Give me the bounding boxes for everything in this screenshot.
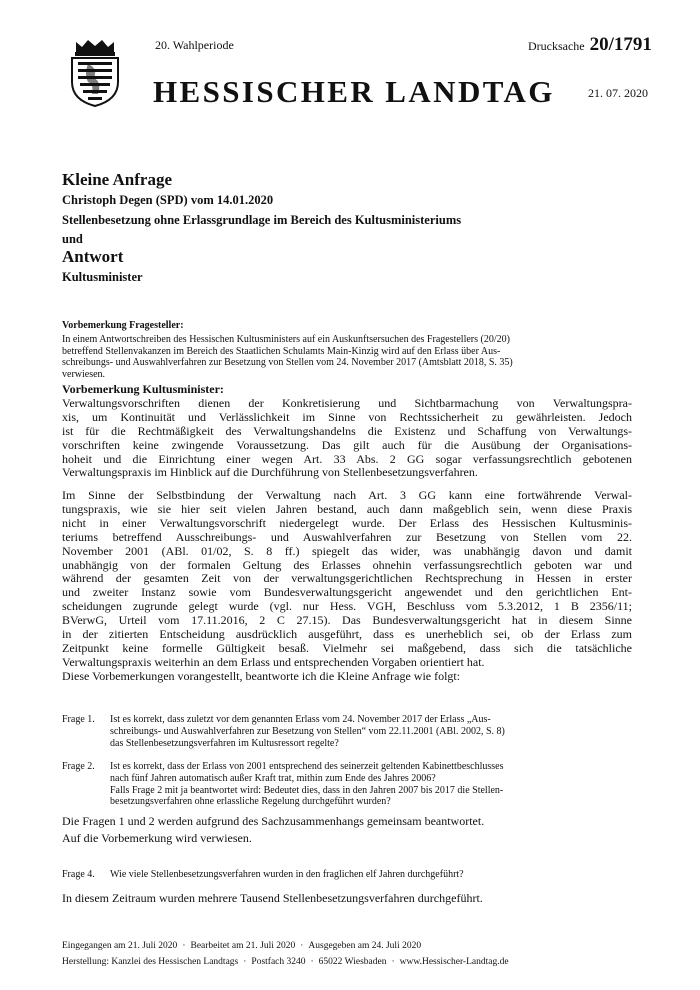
separator: · bbox=[310, 957, 314, 967]
text-line: Die Fragen 1 und 2 werden aufgrund des Sachzusammenhangs gemeinsam beantwortet. bbox=[62, 814, 485, 828]
answering-minister: Kultusminister bbox=[62, 270, 143, 284]
text-line: betreffend Stellenvakanzen im Bereich des Staatlichen Schulamts Main-Kinzig wird auf den Erlass über Aus- bbox=[62, 345, 501, 357]
issued-date: Ausgegeben am 24. Juli 2020 bbox=[308, 941, 422, 951]
inquiry-subject: Stellenbesetzung ohne Erlassgrundlage im Bereich des Kultusministeriums bbox=[62, 213, 462, 227]
paragraph bbox=[62, 397, 632, 480]
text-line: Verwaltungspraxis weiterhin an dem Erlass und entsprechenden Vorgaben orientiert hat. bbox=[62, 654, 485, 669]
vorbemerkung-minister bbox=[62, 383, 632, 480]
vorbemerkung-fragesteller bbox=[62, 320, 632, 381]
question-label: Frage 4. bbox=[62, 869, 95, 880]
section-heading: Vorbemerkung Fragesteller: bbox=[62, 320, 184, 331]
transition-sentence: Diese Vorbemerkungen vorangestellt, beantworte ich die Kleine Anfrage wie folgt: bbox=[62, 669, 461, 683]
inquiry-author: Christoph Degen (SPD) vom 14.01.2020 bbox=[62, 193, 274, 207]
text-line: Ist es korrekt, dass zuletzt vor dem genannten Erlass vom 24. November 2017 der Erlass „Aus- bbox=[110, 714, 491, 725]
answer-heading: Antwort bbox=[62, 247, 124, 266]
text-line: verwiesen. bbox=[62, 369, 106, 381]
city: 65022 Wiesbaden bbox=[318, 957, 387, 967]
footer-dates bbox=[62, 941, 421, 951]
question-text bbox=[110, 714, 630, 749]
text-line: nach fünf Jahren automatisch außer Kraft trat, mithin zum Ende des Jahres 2006? bbox=[110, 772, 436, 784]
drucksache-number: 20/1791 bbox=[589, 34, 652, 55]
text-line: Falls Frage 2 mit ja beantwortet wird: Bedeutet dies, dass in den Jahren 2007 bis 2017 die Stellen- bbox=[110, 784, 504, 796]
text-line: unabhängig von der formalen Geltung des Erlasses ohnehin verfassungsrechtlich geboten war und bbox=[62, 557, 632, 572]
text-line: Verwaltungspraxis im Hinblick auf die Durchführung von Stellenbesetzungsverfahren. bbox=[62, 465, 478, 480]
section-heading: Vorbemerkung Kultusminister: bbox=[62, 382, 224, 396]
text-line: scheidungen zugrunde gelegt wurde (vgl. nur Hess. VGH, Beschluss vom 5.3.2012, 1 B 2356/11; bbox=[62, 599, 632, 614]
drucksache bbox=[528, 34, 652, 56]
page-title: HESSISCHER LANDTAG bbox=[153, 74, 555, 109]
separator: · bbox=[391, 957, 395, 967]
website-link[interactable]: www.Hessischer-Landtag.de bbox=[399, 957, 509, 967]
text-line: das Stellenbesetzungsverfahren im Kultusressort regelte? bbox=[110, 737, 339, 749]
answer-1-2 bbox=[62, 815, 484, 846]
separator: · bbox=[300, 941, 304, 951]
text-line: hoheit und die Einrichtung einer wegen Art. 33 Abs. 2 GG sogar verfassungsrechtlich gebotenen bbox=[62, 451, 632, 466]
text-line: Im Sinne der Selbstbindung der Verwaltung nach Art. 3 GG kann eine fortwährende Verwal- bbox=[62, 488, 632, 502]
po-box: Postfach 3240 bbox=[251, 957, 306, 967]
connector-und: und bbox=[62, 232, 83, 246]
text-line: tungspraxis, wie sie hier seit vielen Jahren bestand, auch dann maßgeblich sein, wenn diese Praxis bbox=[62, 501, 632, 516]
text-line: xis, um Kontinuität und Verlässlichkeit im Sinne von Rechtssicherheit zu gewährleisten. Jedoch bbox=[62, 409, 632, 424]
received-date: Eingegangen am 21. Juli 2020 bbox=[62, 941, 178, 951]
footer-publisher bbox=[62, 957, 509, 967]
question-label: Frage 1. bbox=[62, 714, 95, 725]
drucksache-label: Drucksache bbox=[528, 39, 585, 53]
publisher: Herstellung: Kanzlei des Hessischen Landtags bbox=[62, 957, 239, 967]
processed-date: Bearbeitet am 21. Juli 2020 bbox=[190, 941, 296, 951]
text-line: November 2001 (ABl. 01/02, S. 8 ff.) spiegelt das wider, was unabhängig davon und damit bbox=[62, 543, 632, 558]
text-line: schreibungs- und Auswahlverfahren zur Besetzung von Stellen vom 24. November 2017 (Amtsblatt 2018, S. 35) bbox=[62, 357, 513, 369]
hessen-coat-of-arms-icon bbox=[64, 38, 126, 108]
text-line: Verwaltungsvorschriften dienen der Konkretisierung und Sichtbarmachung von Verwaltungspra- bbox=[62, 395, 632, 410]
question-text bbox=[110, 761, 630, 808]
separator: · bbox=[243, 957, 247, 967]
separator: · bbox=[182, 941, 186, 951]
text-line: besetzungsverfahren ohne erlassliche Regelung durchgeführt wurden? bbox=[110, 796, 391, 808]
text-line: vorschriften keine zwingende Voraussetzung. Das gilt auch für die Ausübung der Organisations- bbox=[62, 437, 632, 452]
document-type: Kleine Anfrage bbox=[62, 170, 173, 189]
text-line: schreibungs- und Auswahlverfahren zur Besetzung von Stellen“ vom 22.11.2001 (ABl. 2002, S. 8) bbox=[110, 725, 505, 737]
text-line: Zeitpunkt keine formelle Gültigkeit besaß. Vielmehr sei maßgebend, dass sich die tatsächliche bbox=[62, 640, 632, 655]
text-line: nicht in einer Verwaltungsvorschrift niedergelegt wurde. Der Erlass des Hessischen Kultusminis- bbox=[62, 515, 632, 530]
text-line: ist für die Rechtmäßigkeit des Verwaltungshandelns die Existenz und Schaffung von Verwaltungs- bbox=[62, 423, 632, 438]
answer-4: In diesem Zeitraum wurden mehrere Tausend Stellenbesetzungsverfahren durchgeführt. bbox=[62, 891, 483, 905]
text-line: Auf die Vorbemerkung wird verwiesen. bbox=[62, 830, 252, 845]
text-line: während der gesamten Zeit von der verwaltungsgerichtlichen Rechtsprechung in Hessen in erster bbox=[62, 571, 632, 586]
text-line: Wie viele Stellenbesetzungsverfahren wurden in den fraglichen elf Jahren durchgeführt? bbox=[110, 869, 464, 880]
document-date: 21. 07. 2020 bbox=[588, 86, 648, 100]
text-line: Ist es korrekt, dass der Erlass von 2001 entsprechend des seinerzeit geltenden Kabinettbeschlusses bbox=[110, 761, 504, 772]
question-label: Frage 2. bbox=[62, 761, 95, 772]
text-line: teriums betreffend Ausschreibungs- und Auswahlverfahren zur Besetzung von Stellen vom 22. bbox=[62, 529, 632, 544]
text-line: In einem Antwortschreiben des Hessischen Kultusministers auf ein Auskunftsersuchen des Fragestellers (20/20) bbox=[62, 333, 510, 345]
paragraph bbox=[62, 489, 632, 670]
question-text bbox=[110, 869, 630, 881]
text-line: in der zitierten Entscheidung ausdrücklich ausgeführt, dass es unerheblich sei, ob der Erlass zum bbox=[62, 627, 632, 642]
text-line: und zweiter Instanz sowie vom Bundesverwaltungsgericht angewendet und den gerichtlichen Ent- bbox=[62, 585, 632, 600]
legislative-period: 20. Wahlperiode bbox=[155, 38, 234, 52]
text-line: BVerwG, Urteil vom 17.11.2016, 2 C 27.15). Das Bundesverwaltungsgericht hat in diesem Sinne bbox=[62, 613, 632, 628]
